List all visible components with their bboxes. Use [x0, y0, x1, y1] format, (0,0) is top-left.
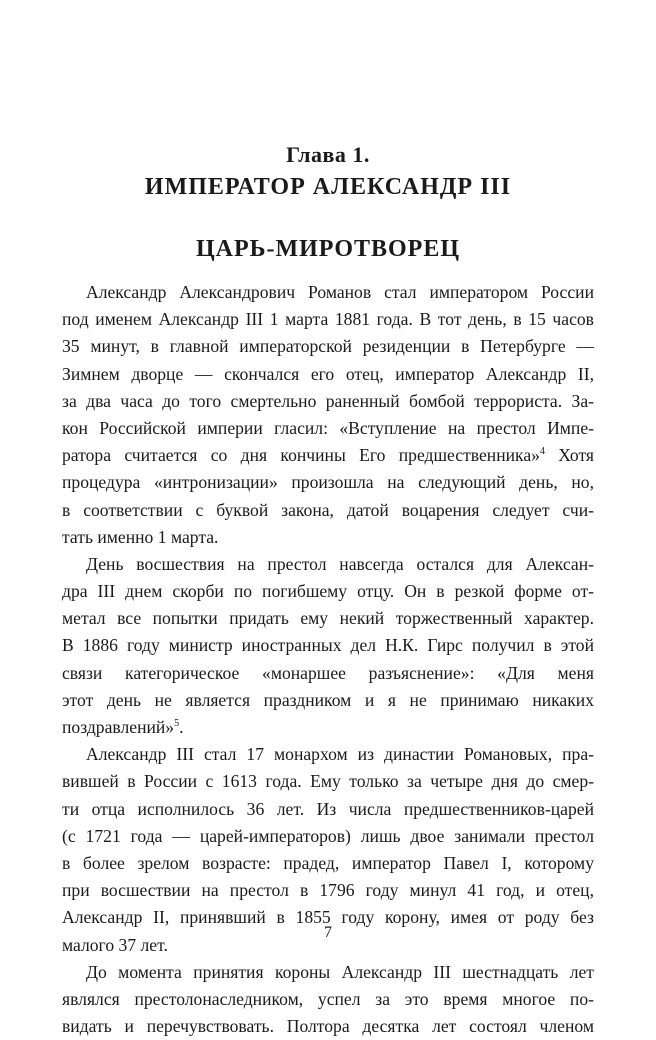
text-line: дра III днем скорби по погибшему отцу. Он в резкой форме от-	[62, 581, 594, 602]
text-line: Александр III стал 17 монархом из династии Романовых, пра-	[86, 744, 594, 765]
text-fragment: .	[179, 717, 184, 737]
text-line: процедура «интронизации» произошла на следующий день, но,	[62, 472, 594, 493]
text-line: под именем Александр III 1 марта 1881 года. В тот день, в 15 часов	[62, 309, 594, 330]
text-line: видать и перечувствовать. Полтора десятка лет состоял членом	[62, 1016, 594, 1037]
text-fragment: Хотя	[544, 445, 594, 466]
text-line: в более зрелом возрасте: прадед, император Павел I, которому	[62, 852, 594, 873]
text-line	[62, 442, 594, 469]
text-fragment: поздравлений»	[62, 717, 175, 737]
text-line: кон Российской империи гласил: «Вступление на престол Импе-	[62, 417, 594, 438]
text-line: Зимнем дворце — скончался его отец, император Александр II,	[62, 363, 594, 384]
text-line: (с 1721 года — царей-императоров) лишь двое занимали престол	[62, 825, 594, 846]
footnote-ref: 4	[539, 446, 545, 458]
text-line: за два часа до того смертельно раненный бомбой террориста. За-	[62, 390, 594, 411]
text-line: этот день не является праздником и я не принимаю никаких	[62, 689, 594, 710]
text-fragment: ратора считается со дня кончины Его предшественника»	[62, 445, 540, 466]
text-line: являлся престолонаследником, успел за это время многое по-	[62, 988, 594, 1009]
text-line: при восшествии на престол в 1796 году минул 41 год, и отец,	[62, 880, 594, 901]
text-line: в соответствии с буквой закона, датой воцарения следует счи-	[62, 499, 594, 520]
text-line: День восшествия на престол навсегда остался для Алексан-	[86, 553, 594, 574]
section-title: ЦАРЬ-МИРОТВОРЕЦ	[195, 236, 461, 262]
text-line: ти отца исполнилось 36 лет. Из числа предшественников-царей	[62, 798, 594, 819]
text-line: Александр II, принявший в 1855 году корону, имея от роду без	[62, 907, 594, 928]
text-line: До момента принятия короны Александр III шестнадцать лет	[86, 961, 594, 982]
text-line: В 1886 году министр иностранных дел Н.К. Гирс получил в этой	[62, 635, 594, 656]
text-line: связи категорическое «монаршее разъяснение»: «Для меня	[62, 662, 594, 683]
page-number: 7	[324, 924, 332, 941]
text-line: 35 минут, в главной императорской резиденции в Петербурге —	[62, 336, 594, 357]
text-line: вившей в России с 1613 года. Ему только за четыре дня до смер-	[62, 771, 594, 792]
text-line: малого 37 лет.	[62, 934, 168, 955]
text-line: тать именно 1 марта.	[62, 526, 219, 547]
footnote-ref: 5	[174, 718, 180, 730]
chapter-label: Глава 1.	[286, 142, 370, 167]
chapter-title: ИМПЕРАТОР АЛЕКСАНДР III	[144, 174, 512, 200]
text-line: метал все попытки придать ему некий торжественный характер.	[62, 608, 594, 629]
text-line: Александр Александрович Романов стал императором России	[86, 282, 594, 302]
text-line	[62, 714, 594, 741]
